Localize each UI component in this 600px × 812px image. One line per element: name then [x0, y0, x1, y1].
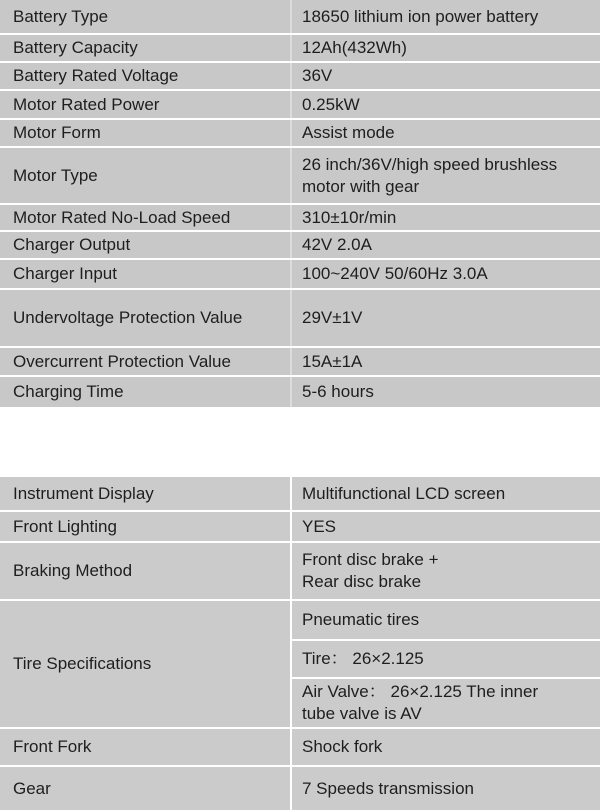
spec-value-line: 42V 2.0A — [302, 235, 372, 254]
spec-subvalue — [292, 641, 600, 677]
spec-value-line: 18650 lithium ion power battery — [302, 6, 539, 26]
spec-row-charger-input — [0, 260, 600, 288]
spec-value — [292, 512, 600, 541]
spec-value-line: Shock fork — [302, 737, 383, 756]
spec-value — [292, 63, 600, 89]
spec-row-motor-rated-power — [0, 91, 600, 118]
spec-value-line: 0.25kW — [302, 94, 360, 114]
spec-label: Charger Output — [0, 232, 290, 258]
spec-label: Braking Method — [0, 543, 290, 599]
spec-label: Charger Input — [0, 260, 290, 288]
spec-label: Tire Specifications — [0, 601, 290, 727]
spec-value — [292, 477, 600, 510]
spec-row-battery-rated-voltage — [0, 63, 600, 89]
spec-value-line: Rear disc brake — [302, 572, 422, 591]
spec-row-battery-type — [0, 0, 600, 33]
spec-value — [292, 205, 600, 230]
spec-label: Motor Rated No-Load Speed — [0, 205, 290, 230]
spec-value-line: 12Ah(432Wh) — [302, 38, 407, 57]
spec-row-braking-method — [0, 543, 600, 599]
spec-value-line: YES — [302, 516, 337, 536]
spec-row-motor-form — [0, 120, 600, 146]
spec-row-tire-specifications — [0, 601, 600, 727]
spec-label: Motor Form — [0, 120, 290, 146]
spec-value — [292, 543, 600, 599]
spec-row-undervoltage-protection-value — [0, 290, 600, 346]
spec-value-line: Front disc brake + — [302, 550, 439, 569]
spec-label: Battery Capacity — [0, 35, 290, 61]
mechanical-spec-table — [0, 477, 600, 810]
spec-value — [292, 232, 600, 258]
spec-value — [292, 260, 600, 288]
spec-subvalue-line: Air Valve： 26×2.125 The inner — [302, 682, 539, 701]
spec-value — [292, 377, 600, 407]
spec-value — [292, 767, 600, 810]
spec-value-line: 100~240V 50/60Hz 3.0A — [302, 264, 488, 283]
spec-label: Charging Time — [0, 377, 290, 407]
spec-value — [292, 35, 600, 61]
spec-value-line: 26 inch/36V/high speed brushless — [302, 154, 558, 174]
spec-subvalue-line: Pneumatic tires — [302, 610, 420, 629]
spec-row-charging-time — [0, 377, 600, 407]
spec-subvalue — [292, 679, 600, 727]
spec-row-instrument-display — [0, 477, 600, 510]
spec-label: Motor Type — [0, 148, 290, 203]
spec-label: Battery Type — [0, 0, 290, 33]
spec-subvalue-line: tube valve is AV — [302, 704, 422, 723]
spec-label: Overcurrent Protection Value — [0, 348, 290, 375]
spec-value — [292, 148, 600, 203]
spec-subvalue — [292, 601, 600, 639]
spec-label: Undervoltage Protection Value — [0, 290, 290, 346]
spec-value-line: motor with gear — [302, 176, 420, 196]
spec-value-line: 5-6 hours — [302, 382, 374, 401]
spec-label: Motor Rated Power — [0, 91, 290, 118]
spec-value-line: Multifunctional LCD screen — [302, 483, 506, 503]
spec-row-battery-capacity — [0, 35, 600, 61]
spec-row-front-fork — [0, 729, 600, 765]
spec-row-front-lighting — [0, 512, 600, 541]
spec-value — [292, 91, 600, 118]
spec-row-motor-type — [0, 148, 600, 203]
spec-value — [292, 348, 600, 375]
spec-subvalue-line: Tire： 26×2.125 — [302, 649, 424, 668]
spec-row-motor-rated-no-load-speed — [0, 205, 600, 230]
spec-value — [292, 729, 600, 765]
spec-value — [292, 0, 600, 33]
spec-value — [292, 290, 600, 346]
spec-label: Front Fork — [0, 729, 290, 765]
spec-value — [292, 120, 600, 146]
spec-value-line: 36V — [302, 66, 333, 85]
spec-value — [292, 601, 600, 727]
spec-row-overcurrent-protection-value — [0, 348, 600, 375]
spec-value-line: 310±10r/min — [302, 207, 397, 227]
spec-value-line: 7 Speeds transmission — [302, 778, 474, 798]
spec-value-line: 29V±1V — [302, 308, 363, 327]
spec-row-gear — [0, 767, 600, 810]
spec-row-charger-output — [0, 232, 600, 258]
spec-value-line: 15A±1A — [302, 351, 363, 371]
spec-label: Battery Rated Voltage — [0, 63, 290, 89]
spec-value-line: Assist mode — [302, 123, 395, 142]
spec-label: Front Lighting — [0, 512, 290, 541]
spec-label: Gear — [0, 767, 290, 810]
spec-label: Instrument Display — [0, 477, 290, 510]
